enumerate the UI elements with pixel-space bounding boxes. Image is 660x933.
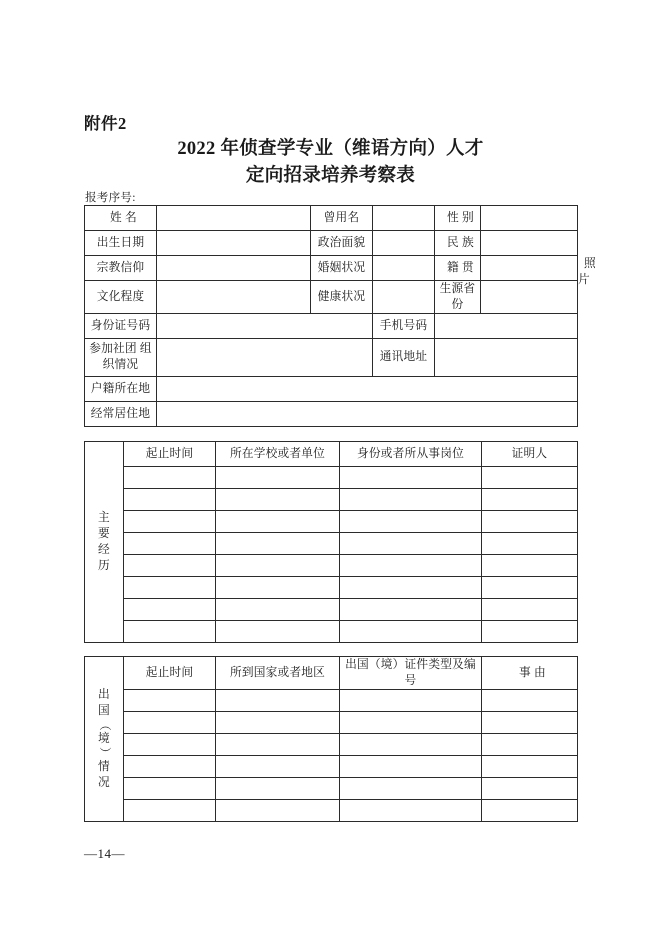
vchar: 国 xyxy=(98,703,110,717)
field-value-marital-status[interactable] xyxy=(373,256,435,281)
section-label-vertical-text xyxy=(85,687,123,791)
table-row xyxy=(85,799,578,821)
cell-school-or-unit[interactable] xyxy=(216,621,340,643)
table-row: 姓 名 曾用名 性 别 照 片 xyxy=(85,206,578,231)
cell-reason[interactable] xyxy=(482,799,578,821)
table-row xyxy=(85,711,578,733)
field-label-mobile: 手机号码 xyxy=(373,313,435,338)
field-label-marital-status: 婚姻状况 xyxy=(311,256,373,281)
field-label-education: 文化程度 xyxy=(85,281,157,314)
cell-witness[interactable] xyxy=(482,533,578,555)
field-value-political-status[interactable] xyxy=(373,231,435,256)
table-row xyxy=(85,621,578,643)
table-row xyxy=(85,689,578,711)
title-line-2: 定向招录培养考察表 xyxy=(245,166,416,186)
cell-document-type-and-number[interactable] xyxy=(340,799,482,821)
vchar: （ xyxy=(98,718,111,731)
cell-period[interactable] xyxy=(124,755,216,777)
abroad-travel-table xyxy=(84,656,578,822)
table-row xyxy=(85,777,578,799)
cell-country-or-region[interactable] xyxy=(216,733,340,755)
table-row xyxy=(85,256,578,281)
attachment-label: 附件2 xyxy=(84,114,127,133)
field-label-club-participation xyxy=(85,338,157,376)
table-row xyxy=(85,555,578,577)
cell-period[interactable] xyxy=(124,467,216,489)
cell-reason[interactable] xyxy=(482,733,578,755)
section-label-vertical-text xyxy=(85,510,123,574)
vchar: 况 xyxy=(98,775,110,789)
field-label-political-status: 政治面貌 xyxy=(311,231,373,256)
cell-school-or-unit[interactable] xyxy=(216,599,340,621)
cell-witness[interactable] xyxy=(482,489,578,511)
table-row xyxy=(85,533,578,555)
cell-witness[interactable] xyxy=(482,599,578,621)
field-value-ethnicity[interactable] xyxy=(481,231,578,256)
cell-country-or-region[interactable] xyxy=(216,711,340,733)
table-row xyxy=(85,338,578,376)
field-value-name[interactable] xyxy=(157,206,311,231)
cell-country-or-region[interactable] xyxy=(216,755,340,777)
cell-witness[interactable] xyxy=(482,621,578,643)
cell-school-or-unit[interactable] xyxy=(216,555,340,577)
vchar: 历 xyxy=(98,559,110,572)
cell-school-or-unit[interactable] xyxy=(216,467,340,489)
cell-school-or-unit[interactable] xyxy=(216,511,340,533)
field-label-former-name: 曾用名 xyxy=(311,206,373,231)
cell-school-or-unit[interactable] xyxy=(216,577,340,599)
field-label-id-number: 身份证号码 xyxy=(85,313,157,338)
basic-info-table xyxy=(84,205,602,427)
cell-role-or-position[interactable] xyxy=(340,467,482,489)
cell-period[interactable] xyxy=(124,511,216,533)
cell-period[interactable] xyxy=(124,733,216,755)
field-label-native-place: 籍 贯 xyxy=(435,256,481,281)
column-header-reason: 事 由 xyxy=(482,657,578,690)
section-label-abroad-situation xyxy=(85,657,124,822)
table-row xyxy=(85,231,578,256)
cell-period[interactable] xyxy=(124,621,216,643)
field-value-gender[interactable] xyxy=(481,206,578,231)
cell-document-type-and-number[interactable] xyxy=(340,711,482,733)
cell-period[interactable] xyxy=(124,533,216,555)
cell-document-type-and-number[interactable] xyxy=(340,755,482,777)
vchar: 情 xyxy=(98,759,110,773)
table-row xyxy=(85,511,578,533)
cell-country-or-region[interactable] xyxy=(216,799,340,821)
cell-role-or-position[interactable] xyxy=(340,511,482,533)
field-label-current-residence: 经常居住地 xyxy=(85,401,157,426)
vchar: 境 xyxy=(98,731,110,745)
table-row xyxy=(85,599,578,621)
field-value-former-name[interactable] xyxy=(373,206,435,231)
table-row xyxy=(85,489,578,511)
field-value-mailing-address[interactable] xyxy=(435,338,578,376)
column-header-period: 起止时间 xyxy=(124,657,216,690)
cell-period[interactable] xyxy=(124,489,216,511)
cell-witness[interactable] xyxy=(482,467,578,489)
cell-period[interactable] xyxy=(124,711,216,733)
club-label-line-1: 参加社团 xyxy=(89,342,137,356)
cell-role-or-position[interactable] xyxy=(340,489,482,511)
cell-school-or-unit[interactable] xyxy=(216,533,340,555)
column-header-document-type-and-number: 出国（境）证件类型及编号 xyxy=(340,657,482,690)
page-number-footer: —14— xyxy=(84,846,125,861)
club-label-line-2: 组织情况 xyxy=(102,342,152,372)
cell-period[interactable] xyxy=(124,777,216,799)
cell-role-or-position[interactable] xyxy=(340,599,482,621)
cell-document-type-and-number[interactable] xyxy=(340,733,482,755)
cell-role-or-position[interactable] xyxy=(340,621,482,643)
column-header-witness: 证明人 xyxy=(482,442,578,467)
field-label-ethnicity: 民 族 xyxy=(435,231,481,256)
table-row xyxy=(85,281,578,314)
field-value-mobile[interactable] xyxy=(435,313,578,338)
cell-reason[interactable] xyxy=(482,755,578,777)
main-experience-table xyxy=(84,441,578,643)
cell-reason[interactable] xyxy=(482,711,578,733)
field-label-household-registration: 户籍所在地 xyxy=(85,376,157,401)
field-value-id-number[interactable] xyxy=(157,313,373,338)
table-row xyxy=(85,401,578,426)
column-header-role-or-position: 身份或者所从事岗位 xyxy=(340,442,482,467)
section-label-main-experience xyxy=(85,442,124,643)
cell-period[interactable] xyxy=(124,599,216,621)
serial-number-label: 报考序号: xyxy=(85,192,136,204)
table-row xyxy=(85,733,578,755)
cell-document-type-and-number[interactable] xyxy=(340,777,482,799)
page-title xyxy=(84,136,577,190)
cell-school-or-unit[interactable] xyxy=(216,489,340,511)
table-row xyxy=(85,313,578,338)
field-label-origin-province: 生源省份 xyxy=(435,281,481,314)
field-label-gender: 性 别 xyxy=(435,206,481,231)
field-label-mailing-address: 通讯地址 xyxy=(373,338,435,376)
field-value-current-residence[interactable] xyxy=(157,401,578,426)
cell-country-or-region[interactable] xyxy=(216,777,340,799)
column-header-school-or-unit: 所在学校或者单位 xyxy=(216,442,340,467)
vchar: 经 xyxy=(98,543,110,556)
table-header-row xyxy=(85,442,578,467)
field-label-birthdate: 出生日期 xyxy=(85,231,157,256)
field-value-native-place[interactable] xyxy=(481,256,578,281)
cell-witness[interactable] xyxy=(482,511,578,533)
field-value-origin-province[interactable] xyxy=(481,281,578,314)
vchar: ） xyxy=(98,746,111,759)
cell-role-or-position[interactable] xyxy=(340,555,482,577)
field-label-religion: 宗教信仰 xyxy=(85,256,157,281)
cell-country-or-region[interactable] xyxy=(216,689,340,711)
cell-witness[interactable] xyxy=(482,577,578,599)
field-value-health[interactable] xyxy=(373,281,435,314)
field-label-health: 健康状况 xyxy=(311,281,373,314)
cell-reason[interactable] xyxy=(482,777,578,799)
column-header-period: 起止时间 xyxy=(124,442,216,467)
vchar: 出 xyxy=(98,687,110,701)
title-line-1: 2022 年侦查学专业（维语方向）人才 xyxy=(177,139,484,159)
table-row xyxy=(85,467,578,489)
cell-role-or-position[interactable] xyxy=(340,533,482,555)
cell-role-or-position[interactable] xyxy=(340,577,482,599)
vchar: 要 xyxy=(98,527,110,540)
table-header-row xyxy=(85,657,578,690)
cell-period[interactable] xyxy=(124,555,216,577)
table-row xyxy=(85,755,578,777)
cell-document-type-and-number[interactable] xyxy=(340,689,482,711)
table-row xyxy=(85,376,578,401)
cell-period[interactable] xyxy=(124,689,216,711)
field-value-club-participation[interactable] xyxy=(157,338,373,376)
cell-witness[interactable] xyxy=(482,555,578,577)
field-value-education[interactable] xyxy=(157,281,311,314)
cell-period[interactable] xyxy=(124,577,216,599)
cell-period[interactable] xyxy=(124,799,216,821)
vchar: 主 xyxy=(98,511,110,524)
field-value-birthdate[interactable] xyxy=(157,231,311,256)
field-label-name: 姓 名 xyxy=(85,206,157,231)
column-header-country-or-region: 所到国家或者地区 xyxy=(216,657,340,690)
field-value-household-registration[interactable] xyxy=(157,376,578,401)
table-row xyxy=(85,577,578,599)
field-value-religion[interactable] xyxy=(157,256,311,281)
cell-reason[interactable] xyxy=(482,689,578,711)
